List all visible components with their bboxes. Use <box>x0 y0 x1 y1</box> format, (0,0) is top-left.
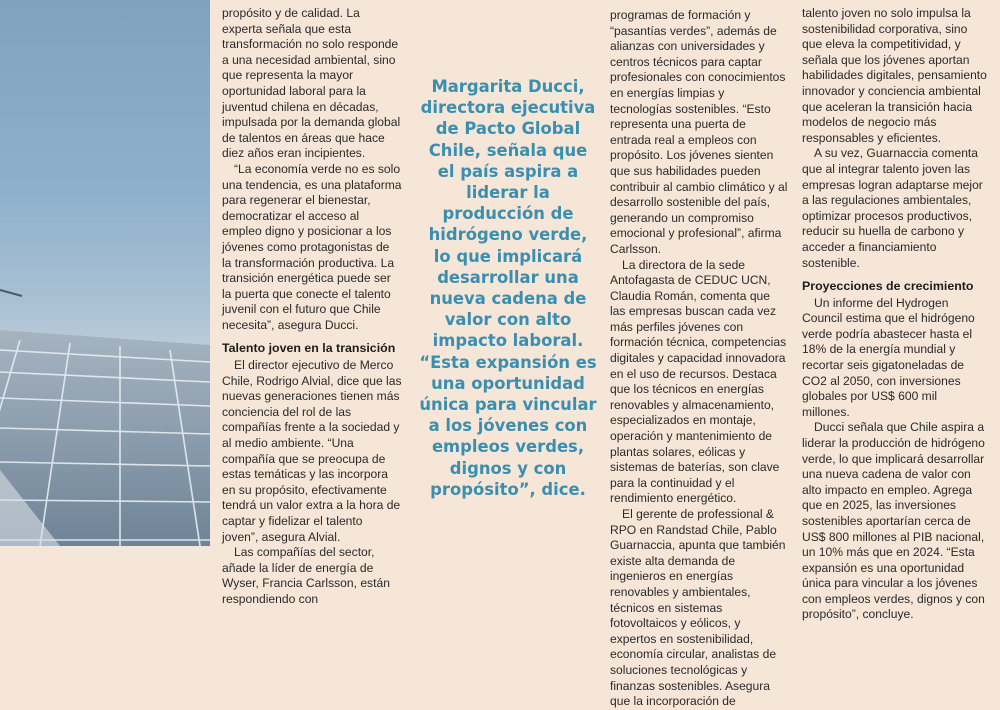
pull-quote <box>418 76 598 500</box>
paragraph: propósito y de calidad. La experta señala que esta transformación no solo responde a una necesidad ambiental, sino que representa la mayor oportunidad laboral para la juventud chilena en décadas, impulsada por la demanda global de talentos en áreas que hace diez años eran incipientes. <box>222 6 401 161</box>
paragraph: La directora de la sede Antofagasta de CEDUC UCN, Claudia Román, comenta que las empresas buscan cada vez más perfiles jóvenes con formación técnica, competencias digitales y capacidad innovadora en el uso de recursos. Destaca que los técnicos en energías renovables y almacenamiento, especializados en montaje, operación y mantenimiento de plantas solares, eólicas y sistemas de baterías, son clave para la continuidad y el rendimiento energético. <box>610 257 787 506</box>
paragraph: A su vez, Guarnaccia comenta que al integrar talento joven las empresas logran adaptarse mejor a las regulaciones ambientales, optimizar procesos productivos, reducir su huella de carbono y acceder a financiamiento sostenible. <box>802 146 983 270</box>
paragraph: Un informe del Hydrogen Council estima que el hidrógeno verde podría abastecer hasta el 18% de la energía mundial y recortar seis gigatoneladas de CO2 al 2050, con inversiones globales por US$ 600 mil millones. <box>802 295 975 419</box>
solar-panels-illustration <box>0 0 210 546</box>
article-column-1 <box>222 6 402 607</box>
pull-quote-text: Margarita Ducci, directora ejecutiva de Pacto Global Chile, señala que el país aspira a liderar la producción de hidrógeno verde, lo que implicará desarrollar una nueva cadena de valor con alto impacto laboral. “Esta expansión es una oportunidad única para vincular a los jóvenes con empleos verdes, dignos y con propósito”, dice. <box>419 77 597 499</box>
paragraph: El gerente de professional & RPO en Randstad Chile, Pablo Guarnaccia, apunta que también existe alta demanda de ingenieros en energías renovables y ambientales, técnicos en sistemas fotovoltaicos y eólicos, y expertos en sostenibilidad, economía circular, analistas de soluciones tecnológicas y finanzas sostenibles. Asegura que la incorporación de <box>610 507 786 709</box>
section-heading-talento-joven: Talento joven en la transición <box>222 341 396 356</box>
section-heading-proyecciones: Proyecciones de crecimiento <box>802 279 974 294</box>
paragraph: Ducci señala que Chile aspira a liderar la producción de hidrógeno verde, lo que implicará desarrollar una nueva cadena de valor con alto impacto en empleo. Agrega que en 2025, las inversiones sostenibles aportarían cerca de US$ 800 millones al PIB nacional, un 10% más que en 2024. “Esta expansión es una oportunidad única para vincular a los jóvenes con empleos verdes, dignos y con propósito”, concluye. <box>802 420 985 622</box>
article-column-3 <box>610 8 788 710</box>
solar-panel-photo <box>0 0 210 546</box>
paragraph: “La economía verde no es solo una tendencia, es una plataforma para regenerar el bienestar, democratizar el acceso al empleo digno y posicionar a los jóvenes como protagonistas de la transformación productiva. La transición energética puede ser la puerta que conecte el talento juvenil con el futuro que Chile necesita”, asegura Ducci. <box>222 161 402 332</box>
paragraph: talento joven no solo impulsa la sostenibilidad corporativa, sino que eleva la competitividad, y señala que los jóvenes aportan habilidades digitales, pensamiento innovador y conciencia ambiental que aceleran la transición hacia modelos de negocio más responsables y eficientes. <box>802 6 987 145</box>
article-column-4 <box>802 6 987 623</box>
paragraph: Las compañías del sector, añade la líder de energía de Wyser, Francia Carlsson, están respondiendo con <box>222 545 390 606</box>
paragraph: programas de formación y “pasantías verdes”, además de alianzas con universidades y centros técnicos para captar profesionales con conocimientos en energías limpias y tecnologías sostenibles. “Esto representa una puerta de entrada real a empleos con propósito. Los jóvenes sienten que sus habilidades pueden contribuir al cambio climático y al desarrollo sostenible del país, generando un compromiso emocional y profesional”, afirma Carlsson. <box>610 8 788 256</box>
paragraph: El director ejecutivo de Merco Chile, Rodrigo Alvial, dice que las nuevas generaciones tienen más conciencia del rol de las compañías frente a la sociedad y al medio ambiente. “Una compañía que se preocupa de estas temáticas y las incorpora en su propósito, efectivamente tendrá un valor extra a la hora de captar y fidelizar el talento joven”, asegura Alvial. <box>222 357 402 544</box>
